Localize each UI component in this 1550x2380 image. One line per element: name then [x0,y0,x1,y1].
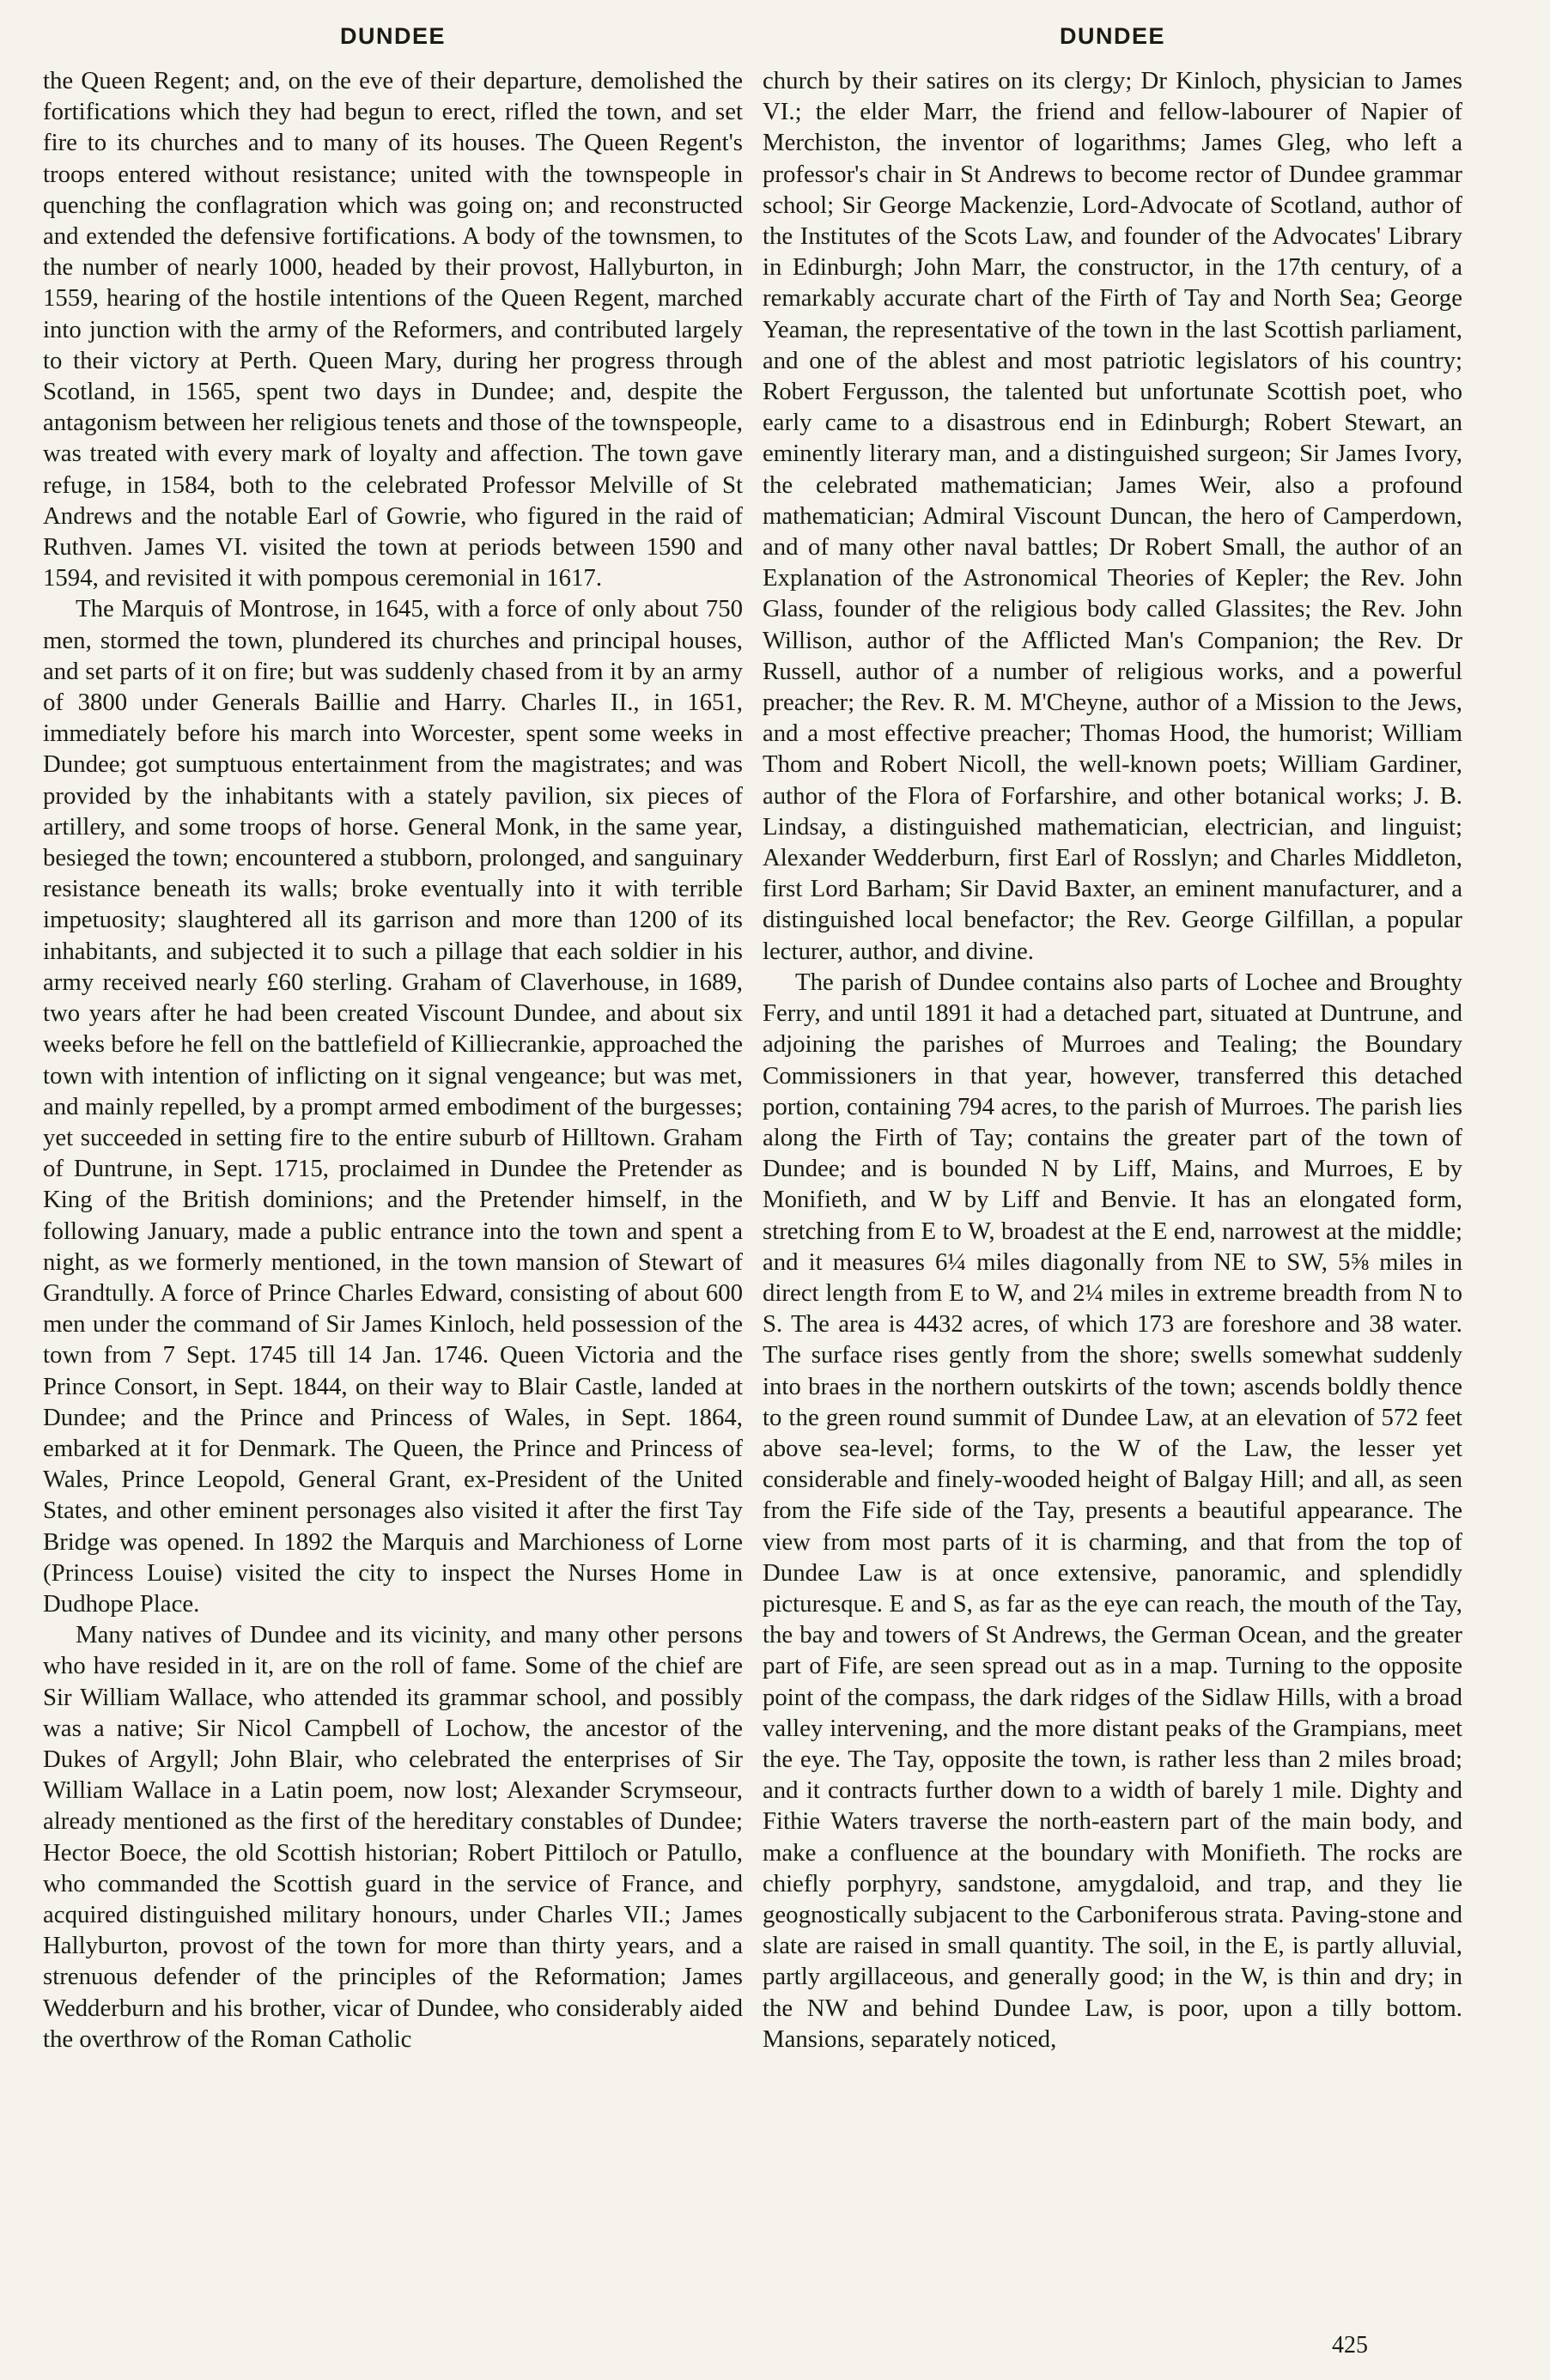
paragraph: church by their satires on its clergy; Dr Kinloch, physician to James VI.; the elder Marr, the friend and fellow-labourer of Napier of Merchiston, the inventor of logarithms; James Gleg, who left a professor's chair in St Andrews to become rector of Dundee grammar school; Sir George Mackenzie, Lord-Advocate of Scotland, author of the Institutes of the Scots Law, and founder of the Advocates' Library in Edinburgh; John Marr, the constructor, in the 17th century, of a remarkably accurate chart of the Firth of Tay and North Sea; George Yeaman, the representative of the town in the last Scottish parliament, and one of the ablest and most patriotic legislators of his country; Robert Fergusson, the talented but unfortunate Scottish poet, who early came to a disastrous end in Edinburgh; Robert Stewart, an eminently literary man, and a distinguished surgeon; Sir James Ivory, the celebrated mathematician; James Weir, also a profound mathematician; Admiral Viscount Duncan, the hero of Camperdown, and of many other naval battles; Dr Robert Small, the author of an Explanation of the Astronomical Theories of Kepler; the Rev. John Glass, founder of the religious body called Glassites; the Rev. John Willison, author of the Afflicted Man's Companion; the Rev. Dr Russell, author of a number of religious works, and a powerful preacher; the Rev. R. M. M'Cheyne, author of a Mission to the Jews, and a most effective preacher; Thomas Hood, the humorist; William Thom and Robert Nicoll, the well-known poets; William Gardiner, author of the Flora of Forfarshire, and other botanical works; J. B. Lindsay, a distinguished mathematician, electrician, and linguist; Alexander Wedderburn, first Earl of Rosslyn; and Charles Middleton, first Lord Barham; Sir David Baxter, an eminent manufacturer, and a distinguished local benefactor; the Rev. George Gilfillan, a popular lecturer, author, and divine. [763,67,1462,965]
right-column [763,19,1462,2055]
paragraph: The parish of Dundee contains also parts of Lochee and Broughty Ferry, and until 1891 it had a detached part, situated at Duntrune, and adjoining the parishes of Murroes and Tealing; the Boundary Commissioners in that year, however, transferred this detached portion, containing 794 acres, to the parish of Murroes. The parish lies along the Firth of Tay; contains the greater part of the town of Dundee; and is bounded N by Liff, Mains, and Murroes, E by Monifieth, and W by Liff and Benvie. It has an elongated form, stretching from E to W, broadest at the E end, narrowest at the middle; and it measures 6¼ miles diagonally from NE to SW, 5⅝ miles in direct length from E to W, and 2¼ miles in extreme breadth from N to S. The area is 4432 acres, of which 173 are foreshore and 38 water. The surface rises gently from the shore; swells somewhat suddenly into braes in the northern outskirts of the town; ascends boldly thence to the green round summit of Dundee Law, at an elevation of 572 feet above sea-level; forms, to the W of the Law, the lesser yet considerable and finely-wooded height of Balgay Hill; and all, as seen from the Fife side of the Tay, presents a beautiful appearance. The view from most parts of it is charming, and that from the top of Dundee Law is at once extensive, panoramic, and splendidly picturesque. E and S, as far as the eye can reach, the mouth of the Tay, the bay and towers of St Andrews, the German Ocean, and the greater part of Fife, are seen spread out as in a map. Turning to the opposite point of the compass, the dark ridges of the Sidlaw Hills, with a broad valley intervening, and the more distant peaks of the Grampians, meet the eye. The Tay, opposite the town, is rather less than 2 miles broad; and it contracts further down to a width of barely 1 mile. Dighty and Fithie Waters traverse the north-eastern part of the main body, and make a confluence at the boundary with Monifieth. The rocks are chiefly porphyry, sandstone, amygdaloid, and trap, and they lie geognostically subjacent to the Carboniferous strata. Paving-stone and slate are raised in small quantity. The soil, in the E, is partly alluvial, partly argillaceous, and generally good; in the W, is thin and dry; in the NW and behind Dundee Law, is poor, upon a tilly bottom. Mansions, separately noticed, [763,968,1462,2053]
paragraph: the Queen Regent; and, on the eve of their departure, demolished the fortifications which they had begun to erect, rifled the town, and set fire to its churches and to many of its houses. The Queen Regent's troops entered without resistance; united with the townspeople in quenching the conflagration which was going on; and reconstructed and extended the defensive fortifications. A body of the townsmen, to the number of nearly 1000, headed by their provost, Hallyburton, in 1559, hearing of the hostile intentions of the Queen Regent, marched into junction with the army of the Reformers, and contributed largely to their victory at Perth. Queen Mary, during her progress through Scotland, in 1565, spent two days in Dundee; and, despite the antagonism between her religious tenets and those of the townspeople, was treated with every mark of loyalty and affection. The town gave refuge, in 1584, both to the celebrated Professor Melville of St Andrews and the notable Earl of Gowrie, who figured in the raid of Ruthven. James VI. visited the town at periods between 1590 and 1594, and revisited it with pompous ceremonial in 1617. [43,67,743,592]
paragraph: The Marquis of Montrose, in 1645, with a force of only about 750 men, stormed the town, plundered its churches and principal houses, and set parts of it on fire; but was suddenly chased from it by an army of 3800 under Generals Baillie and Harry. Charles II., in 1651, immediately before his march into Worcester, spent some weeks in Dundee; got sumptuous entertainment from the magistrates; and was provided by the inhabitants with a stately pavilion, six pieces of artillery, and some troops of horse. General Monk, in the same year, besieged the town; encountered a stubborn, prolonged, and sanguinary resistance beneath its walls; broke eventually into it with terrible impetuosity; slaughtered all its garrison and more than 1200 of its inhabitants, and subjected it to such a pillage that each soldier in his army received nearly £60 sterling. Graham of Claverhouse, in 1689, two years after he had been created Viscount Dundee, and about six weeks before he fell on the battlefield of Killiecrankie, approached the town with intention of inflicting on it signal vengeance; but was met, and mainly repelled, by a prompt armed embodiment of the burgesses; yet succeeded in setting fire to the entire suburb of Hilltown. Graham of Duntrune, in Sept. 1715, proclaimed in Dundee the Pretender as King of the British dominions; and the Pretender himself, in the following January, made a public entrance into the town and spent a night, as we formerly mentioned, in the town mansion of Stewart of Grandtully. A force of Prince Charles Edward, consisting of about 600 men under the command of Sir James Kinloch, held possession of the town from 7 Sept. 1745 till 14 Jan. 1746. Queen Victoria and the Prince Consort, in Sept. 1844, on their way to Blair Castle, landed at Dundee; and the Prince and Princess of Wales, in Sept. 1864, embarked at it for Denmark. The Queen, the Prince and Princess of Wales, Prince Leopold, General Grant, ex-President of the United States, and other eminent personages also visited it after the first Tay Bridge was opened. In 1892 the Marquis and Marchioness of Lorne (Princess Louise) visited the city to inspect the Nurses Home in Dudhope Place. [43,595,743,1618]
left-column [43,19,743,2055]
paragraph: Many natives of Dundee and its vicinity, and many other persons who have resided in it, are on the roll of fame. Some of the chief are Sir William Wallace, who attended its grammar school, and possibly was a native; Sir Nicol Campbell of Lochow, the ancestor of the Dukes of Argyll; John Blair, who celebrated the enterprises of Sir William Wallace in a Latin poem, now lost; Alexander Scrymseour, already mentioned as the first of the hereditary constables of Dundee; Hector Boece, the old Scottish historian; Robert Pittiloch or Patullo, who commanded the Scottish guard in the service of France, and acquired distinguished military honours, under Charles VII.; James Hallyburton, provost of the town for more than thirty years, and a strenuous defender of the principles of the Reformation; James Wedderburn and his brother, vicar of Dundee, who considerably aided the overthrow of the Roman Catholic [43,1621,743,2053]
running-head-right: DUNDEE [1059,23,1165,49]
running-head-left: DUNDEE [339,23,446,49]
page-number: 425 [1332,2332,1368,2359]
